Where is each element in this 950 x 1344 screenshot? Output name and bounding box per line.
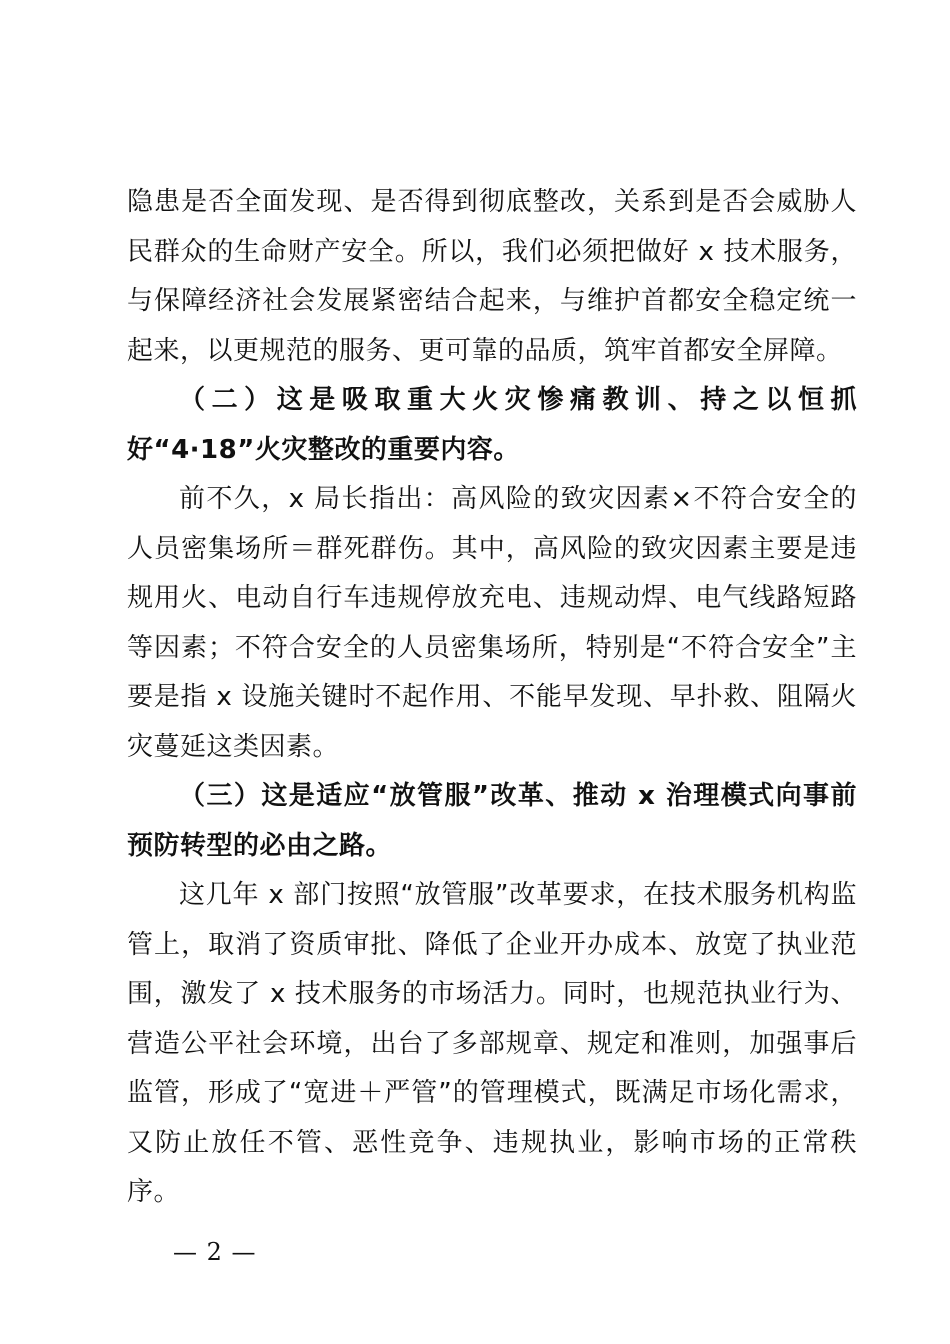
body-paragraph-2: 前不久，x 局长指出：高风险的致灾因素×不符合安全的人员密集场所＝群死群伤。其中，高风险的致灾因素主要是违规用火、电动自行车违规停放充电、违规动焊、电气线路短路等因素；不符合安全的人员密集场所，特别是“不符合安全”主要是指 x 设施关键时不起作用、不能早发现、早扑救、阻隔火灾蔓延这类因素。	[127, 484, 857, 762]
section-heading-2: （二）这是吸取重大火灾惨痛教训、持之以恒抓好“4·18”火灾整改的重要内容。	[127, 385, 857, 465]
document-body	[127, 178, 857, 1218]
body-paragraph-3: 这几年 x 部门按照“放管服”改革要求，在技术服务机构监管上，取消了资质审批、降低了企业开办成本、放宽了执业范围，激发了 x 技术服务的市场活力。同时，也规范执业行为、营造公平社会环境，出台了多部规章、规定和准则，加强事后监管，形成了“宽进＋严管”的管理模式，既满足市场化需求，又防止放任不管、恶性竞争、违规执业，影响市场的正常秩序。	[127, 880, 857, 1207]
section-heading-3: （三）这是适应“放管服”改革、推动 x 治理模式向事前预防转型的必由之路。	[127, 781, 857, 861]
page-number: — 2 —	[173, 1238, 257, 1266]
body-paragraph-1: 隐患是否全面发现、是否得到彻底整改，关系到是否会威胁人民群众的生命财产安全。所以，我们必须把做好 x 技术服务，与保障经济社会发展紧密结合起来，与维护首都安全稳定统一起来，以更规范的服务、更可靠的品质，筑牢首都安全屏障。	[127, 187, 857, 366]
